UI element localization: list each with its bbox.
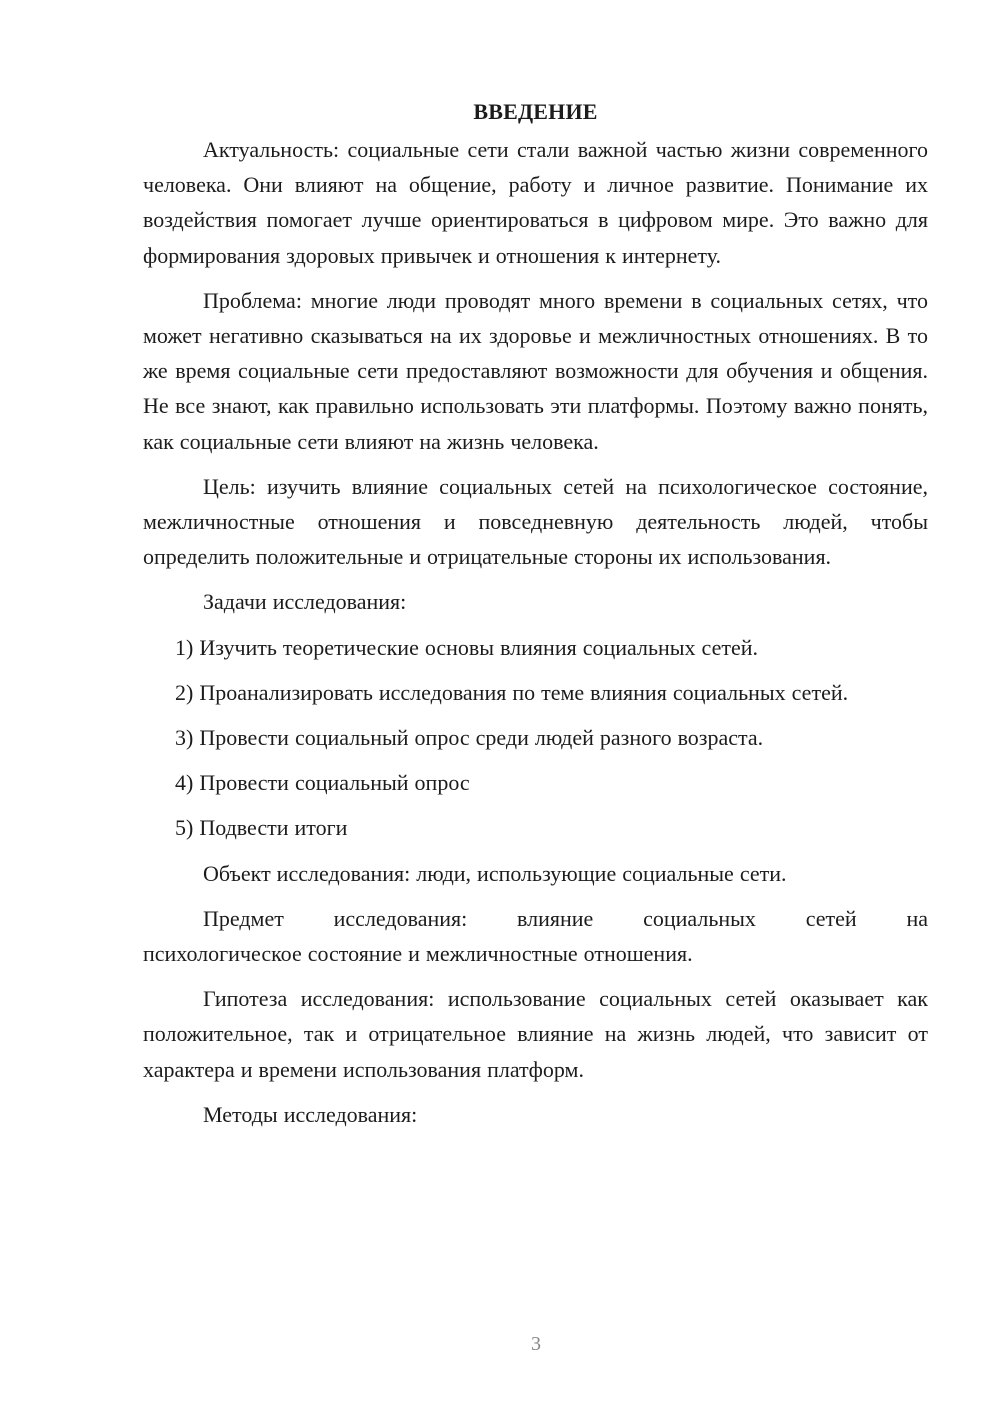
page-number: 3 bbox=[531, 1333, 541, 1355]
section-heading: ВВЕДЕНИЕ bbox=[473, 99, 598, 124]
paragraph-goal: Цель: изучить влияние социальных сетей на психологическое состояние, межличностные отношения и повседневную деятельность людей, чтобы определить положительные и отрицательные стороны их использования. bbox=[143, 473, 928, 570]
methods-title: Методы исследования: bbox=[203, 1101, 418, 1127]
subject-line-1: Предмет исследования: влияние социальных сетей на bbox=[203, 905, 928, 931]
paragraph-subject bbox=[143, 901, 928, 971]
document-page bbox=[143, 94, 928, 1142]
task-item: 2) Проанализировать исследования по теме влияния социальных сетей. bbox=[175, 679, 849, 705]
task-item: 3) Провести социальный опрос среди людей разного возраста. bbox=[175, 725, 764, 751]
subject-line-2: психологическое состояние и межличностные отношения. bbox=[143, 941, 693, 967]
paragraph-object: Объект исследования: люди, использующие социальные сети. bbox=[203, 860, 787, 886]
paragraph-problem: Проблема: многие люди проводят много времени в социальных сетях, что может негативно сказываться на их здоровье и межличностных отношениях. В то же время социальные сети предоставляют возможности для обучения и общения. Не все знают, как правильно использовать эти платформы. Поэтому важно понять, как социальные сети влияют на жизнь человека. bbox=[143, 287, 928, 454]
paragraph-hypothesis: Гипотеза исследования: использование социальных сетей оказывает как положительное, так и отрицательное влияние на жизнь людей, что зависит от характера и времени использования платформ. bbox=[143, 986, 928, 1082]
task-item: 4) Провести социальный опрос bbox=[175, 770, 470, 796]
tasks-title: Задачи исследования: bbox=[203, 589, 407, 615]
paragraph-relevance: Актуальность: социальные сети стали важной частью жизни современного человека. Они влияют на общение, работу и личное развитие. Понимание их воздействия помогает лучше ориентироваться в цифровом мире. Это важно для формирования здоровых привычек и отношения к интернету. bbox=[143, 137, 928, 268]
task-item: 1) Изучить теоретические основы влияния социальных сетей. bbox=[175, 634, 759, 660]
task-item: 5) Подвести итоги bbox=[175, 815, 348, 841]
